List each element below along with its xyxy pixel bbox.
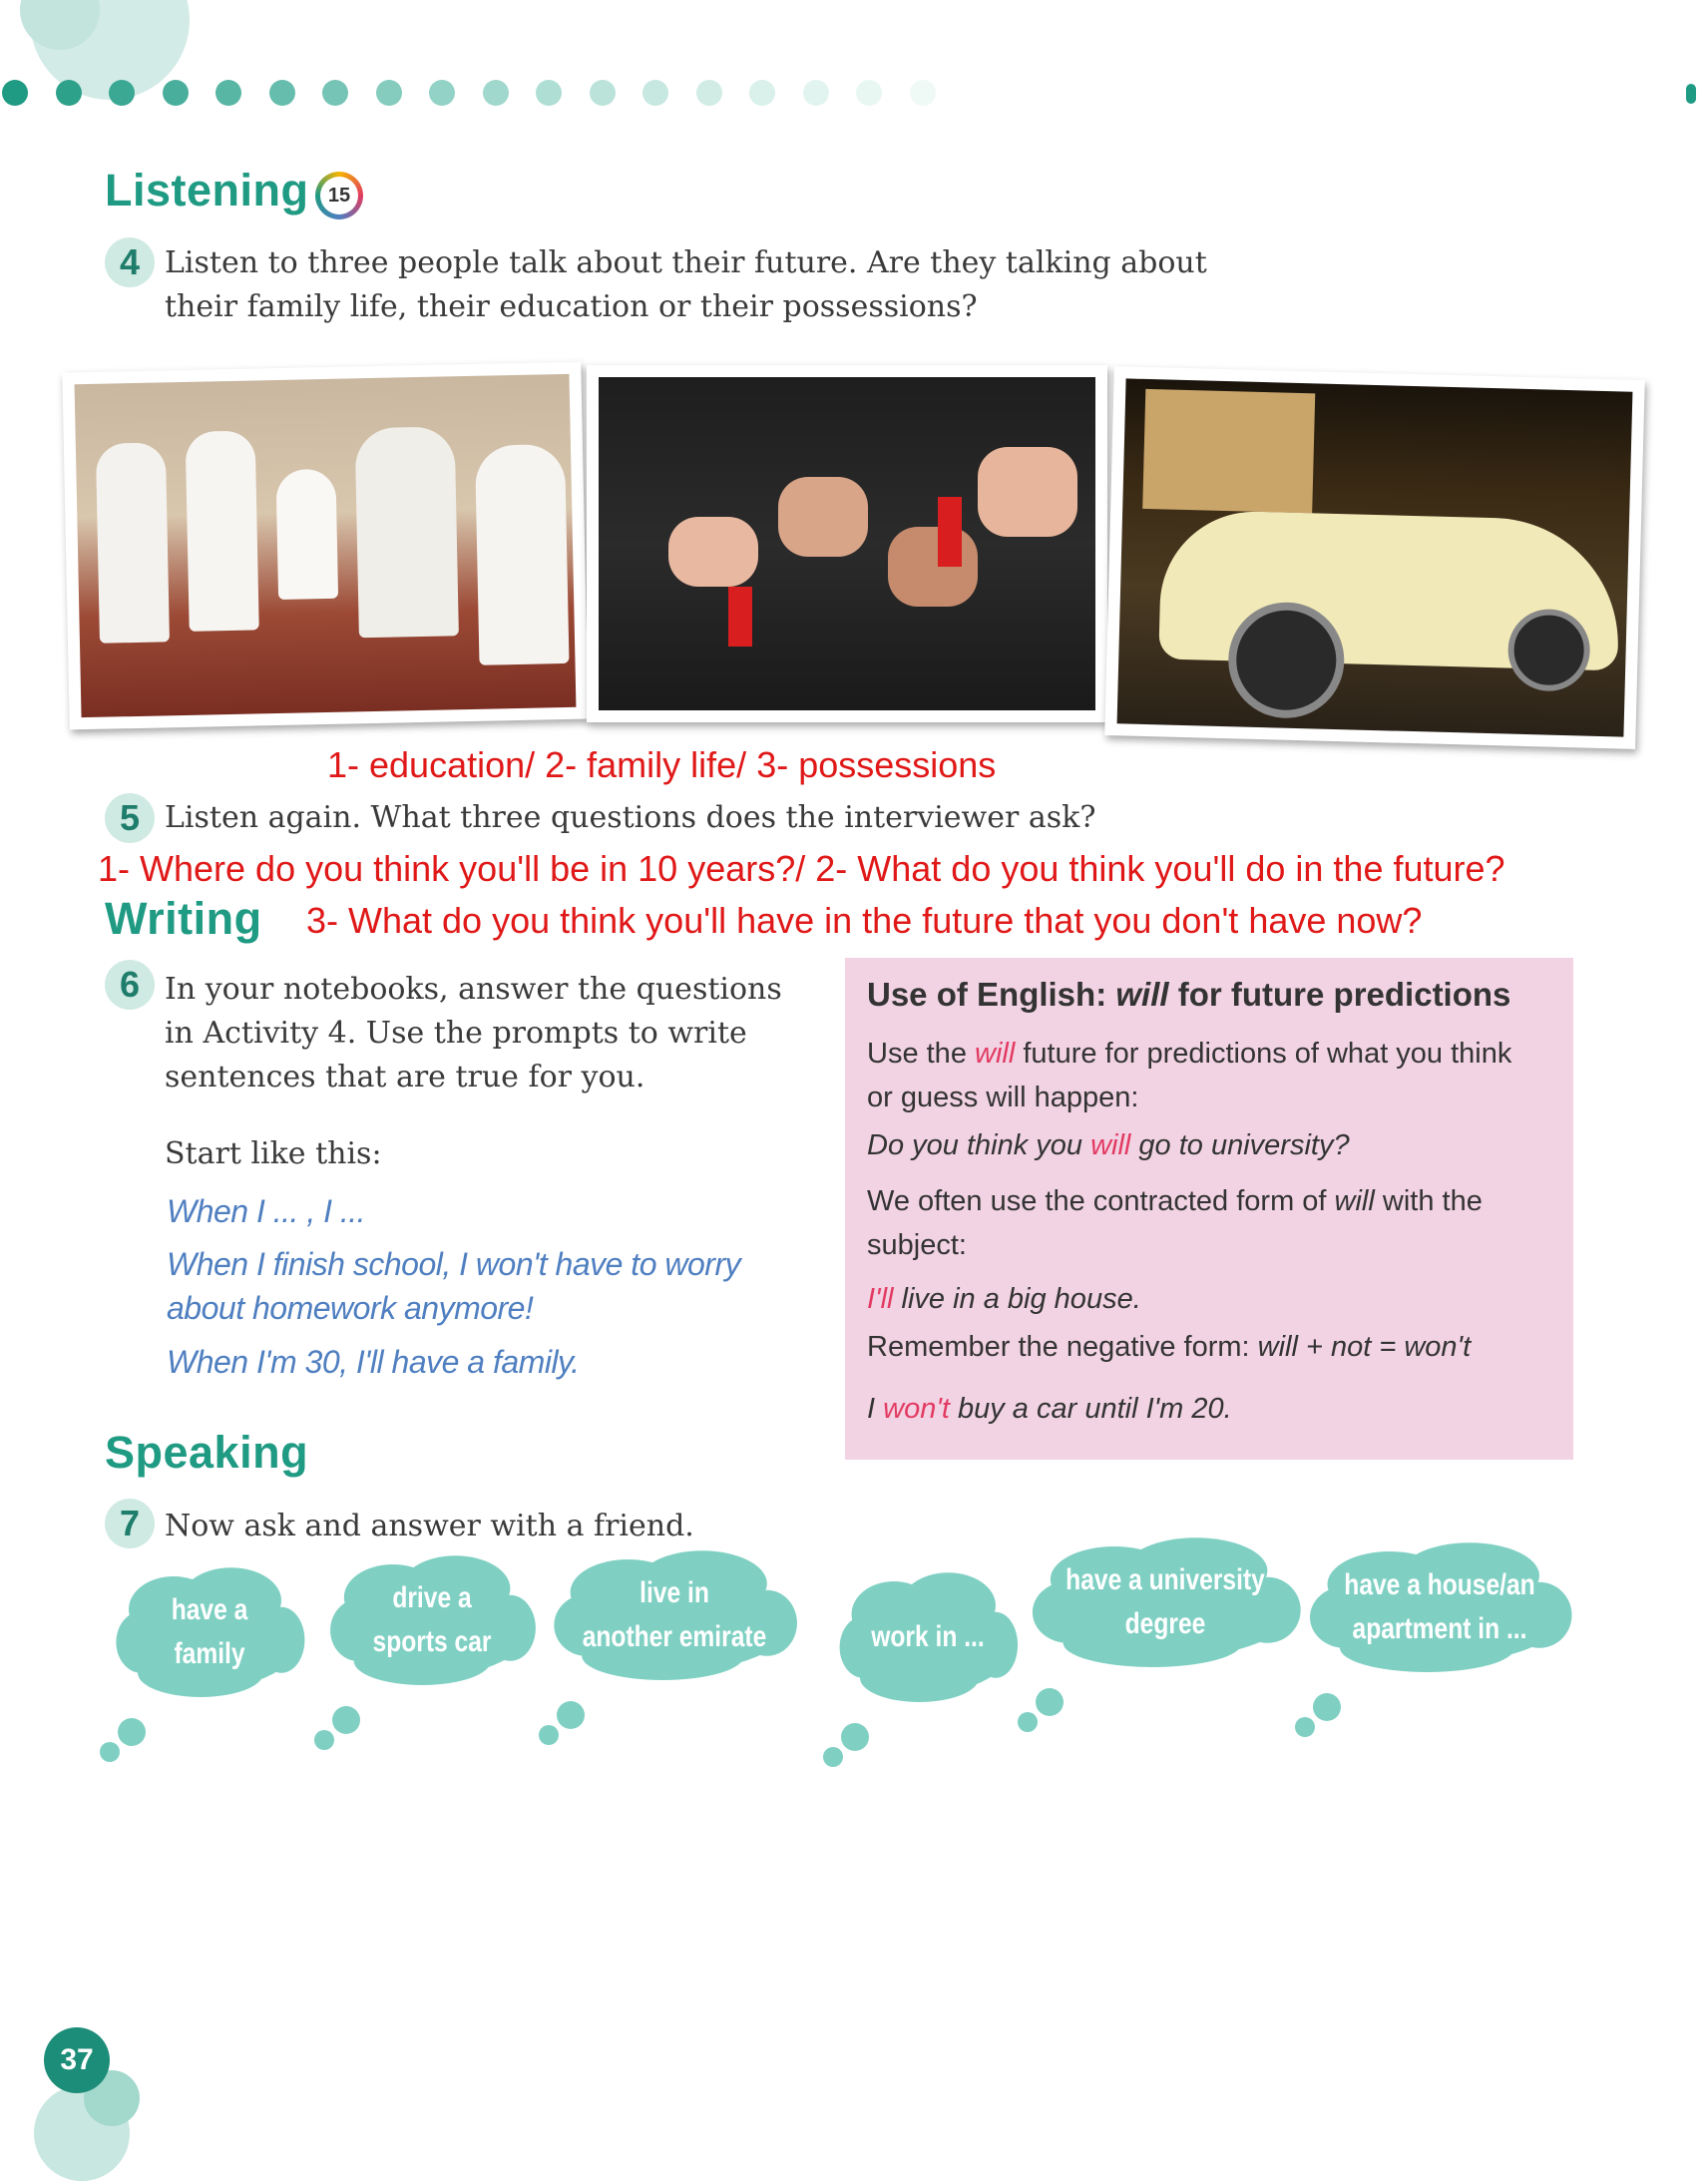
page-number: 37 [44,2027,110,2093]
decorative-dot [109,80,135,106]
decorative-edge-dot [1686,84,1696,104]
speaking-prompt-line-2: sports car [372,1625,492,1658]
use-of-english-example-3: I won't buy a car until I'm 20. [867,1393,1232,1425]
speaking-prompt-cloud [100,1566,319,1776]
writing-example-1: When I ... , I ... [167,1193,366,1229]
use-of-english-rule-2: We often use the contracted form of will with the subject: [867,1185,1483,1261]
decorative-dot [2,80,28,106]
decorative-dot [803,80,829,106]
decorative-dot [163,80,189,106]
speaking-prompt-cloud [314,1554,550,1764]
activity-6-instruction: In your notebooks, answer the questions in Activity 4. Use the prompts to write sentences that are true for you. [165,972,782,1094]
writing-example-2: When I finish school, I won't have to worry about homework anymore! [167,1246,741,1326]
decorative-dot [429,80,455,106]
speaking-prompt-text [1321,1563,1558,1651]
use-of-english-title: Use of English: will for future predictions [867,976,1511,1013]
decorative-dot [749,80,775,106]
decorative-dot [590,80,616,106]
speaking-prompt-text [120,1588,299,1676]
activity-7-instruction: Now ask and answer with a friend. [165,1509,694,1543]
use-of-english-rule-3: Remember the negative form: will + not = won't [867,1331,1472,1363]
speaking-prompt-line-2: another emirate [582,1620,767,1653]
use-of-english-example-2: I'll live in a big house. [867,1283,1141,1315]
start-like-this-label: Start like this: [165,1136,382,1171]
activity-5-answer-line-1: 1- Where do you think you'll be in 10 years?/ 2- What do you think you'll do in the future? [98,848,1505,889]
decorative-dot [696,80,722,106]
decorative-dot [642,80,668,106]
speaking-prompt-line-1: have a [171,1593,248,1626]
speaking-prompt-text [1045,1558,1287,1646]
decorative-dot [322,80,348,106]
speaking-prompt-cloud [823,1571,1033,1781]
activity-6-number: 6 [105,960,155,1010]
audio-track-badge[interactable] [315,172,363,219]
decorative-dot [536,80,562,106]
use-of-english-example-1: Do you think you will go to university? [867,1129,1350,1161]
decorative-dot [910,80,936,106]
activity-4-answer: 1- education/ 2- family life/ 3- possessions [327,744,997,785]
family-gathering-photo [62,362,588,730]
activity-5-answer-line-2: 3- What do you think you'll have in the future that you don't have now? [306,900,1423,941]
speaking-prompt-line-1: have a university [1066,1563,1265,1596]
activity-7-number: 7 [105,1499,155,1548]
decorative-dot [856,80,882,106]
speaking-prompt-line-1: drive a [392,1581,472,1614]
speaking-prompt-text [335,1576,529,1664]
speaking-prompt-line-2: family [174,1637,245,1670]
speaking-heading: Speaking [105,1427,309,1478]
decorative-dot [269,80,295,106]
decorative-dot-row [0,80,958,110]
activity-4-instruction: Listen to three people talk about their future. Are they talking about their family life, their education or their possessions? [165,245,1207,324]
writing-example-3: When I'm 30, I'll have a family. [167,1344,580,1380]
decorative-dot [56,80,82,106]
speaking-prompt-cloud [1295,1541,1584,1751]
speaking-prompt-text [842,1615,1014,1659]
use-of-english-box [845,958,1573,1460]
speaking-prompt-cloud [1018,1536,1313,1746]
speaking-prompt-line-2: apartment in ... [1352,1612,1527,1645]
track-number: 15 [320,177,358,215]
activity-5-instruction: Listen again. What three questions does the interviewer ask? [165,800,1096,835]
use-of-english-rule-1: Use the will future for predictions of what you think or guess will happen: [867,1038,1512,1113]
decorative-dot [483,80,509,106]
speaking-prompt-line-1: have a house/an [1344,1568,1535,1601]
sports-car-photo [1104,366,1645,749]
listening-heading: Listening [105,165,309,216]
speaking-prompt-line-2: degree [1124,1607,1206,1640]
writing-heading: Writing [105,893,262,944]
speaking-prompt-line-1: work in ... [871,1620,985,1653]
graduates-diplomas-photo [587,365,1107,722]
activity-4-number: 4 [105,237,155,287]
decorative-dot [376,80,402,106]
decorative-dot [215,80,241,106]
speaking-prompt-text [563,1571,785,1659]
speaking-prompt-line-1: live in [640,1576,709,1609]
activity-5-number: 5 [105,793,155,843]
speaking-prompt-cloud [539,1549,810,1759]
